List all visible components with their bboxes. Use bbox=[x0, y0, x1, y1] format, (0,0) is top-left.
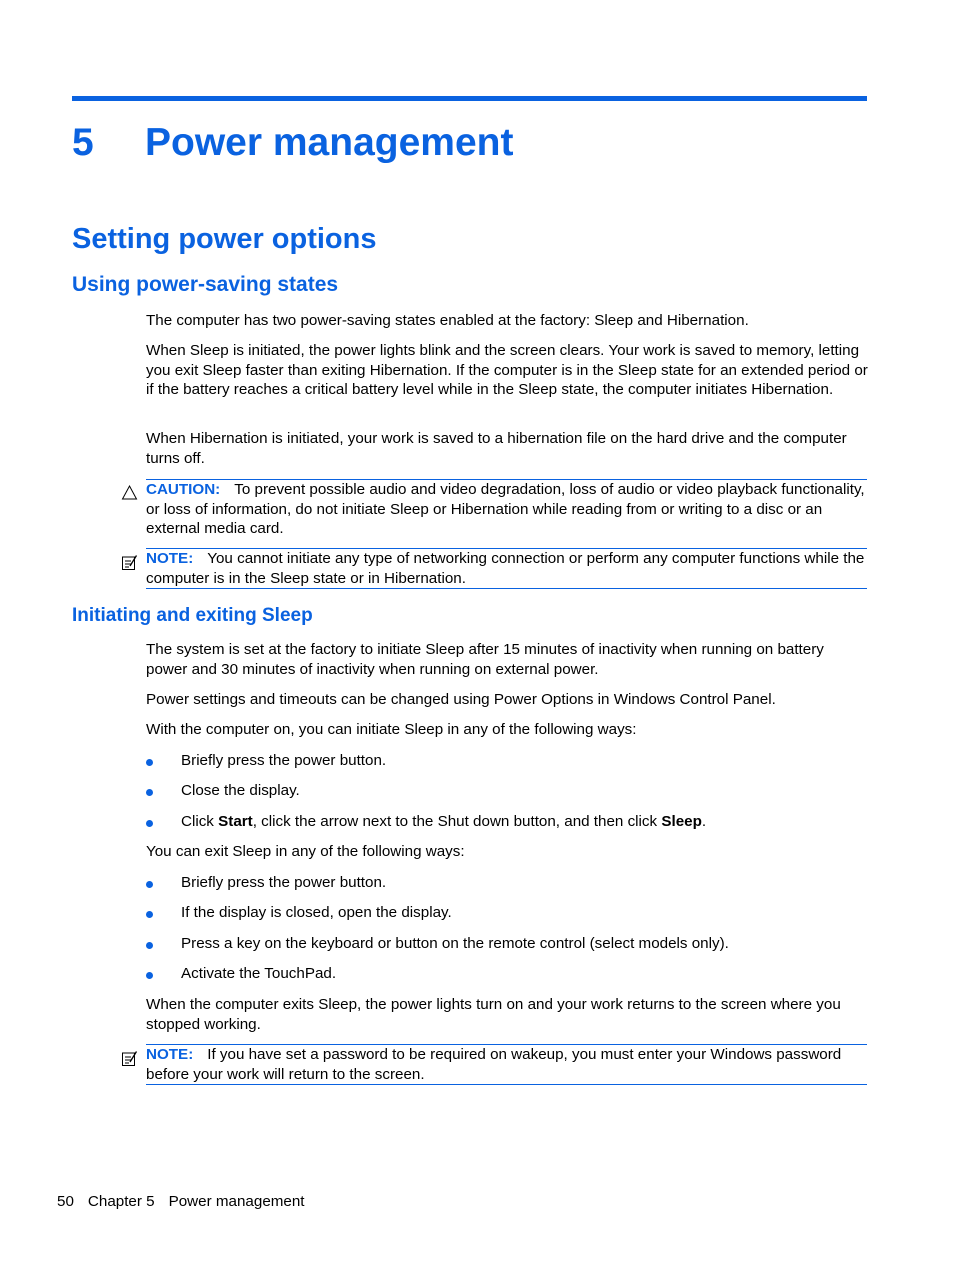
paragraph: When Hibernation is initiated, your work is saved to a hibernation file on the hard drive and the computer turns off. bbox=[146, 430, 847, 467]
bullet-icon bbox=[146, 911, 153, 918]
paragraph: When the computer exits Sleep, the power lights turn on and your work returns to the screen where you stopped working. bbox=[146, 996, 841, 1033]
paragraph: With the computer on, you can initiate Sleep in any of the following ways: bbox=[146, 721, 637, 738]
bullet-icon bbox=[146, 759, 153, 766]
caution-label: CAUTION: bbox=[146, 481, 221, 498]
bullet-icon bbox=[146, 942, 153, 949]
subsubsection-heading: Initiating and exiting Sleep bbox=[72, 605, 313, 626]
paragraph: The system is set at the factory to initiate Sleep after 15 minutes of inactivity when running on battery power and 30 minutes of inactivity when running on external power. bbox=[146, 641, 824, 678]
chapter-title bbox=[72, 121, 513, 165]
chapter-number: 5 bbox=[72, 121, 94, 164]
paragraph: The computer has two power-saving states enabled at the factory: Sleep and Hibernation. bbox=[146, 312, 749, 329]
paragraph: When Sleep is initiated, the power lights blink and the screen clears. Your work is saved to memory, letting you exit Sleep faster than exiting Hibernation. If the computer is in the Sleep state for an extended period or if the battery reaches a critical battery level while in the Sleep state, the computer initiates Hibernation. bbox=[146, 342, 868, 399]
caution-triangle-icon bbox=[121, 484, 138, 501]
note-icon bbox=[121, 554, 138, 571]
paragraph: You can exit Sleep in any of the following ways: bbox=[146, 843, 465, 860]
note-icon bbox=[121, 1050, 138, 1067]
bullet-icon bbox=[146, 820, 153, 827]
page-number: 50 bbox=[57, 1193, 74, 1210]
caution-text: To prevent possible audio and video degradation, loss of audio or video playback functionality, or loss of information, do not initiate Sleep or Hibernation while reading from or writing to a disc or an external media card. bbox=[146, 481, 865, 538]
note-box bbox=[146, 1044, 867, 1085]
footer-title: Power management bbox=[168, 1193, 305, 1210]
paragraph: Power settings and timeouts can be changed using Power Options in Windows Control Panel. bbox=[146, 691, 776, 708]
section-heading: Setting power options bbox=[72, 223, 377, 255]
bullet-icon bbox=[146, 881, 153, 888]
note-label: NOTE: bbox=[146, 550, 194, 567]
bullet-icon bbox=[146, 789, 153, 796]
bullet-icon bbox=[146, 972, 153, 979]
chapter-title-text: Power management bbox=[145, 121, 514, 164]
subsection-heading: Using power-saving states bbox=[72, 273, 339, 296]
chapter-rule bbox=[72, 96, 867, 101]
caution-box bbox=[146, 479, 867, 540]
footer-chapter: Chapter 5 bbox=[87, 1193, 155, 1210]
note-label: NOTE: bbox=[146, 1046, 194, 1063]
note-text: If you have set a password to be required on wakeup, you must enter your Windows password before your work will return to the screen. bbox=[146, 1046, 842, 1083]
page-footer bbox=[57, 1193, 319, 1210]
note-box bbox=[146, 548, 867, 589]
note-text: You cannot initiate any type of networking connection or perform any computer functions while the computer is in the Sleep state or in Hibernation. bbox=[146, 550, 865, 587]
